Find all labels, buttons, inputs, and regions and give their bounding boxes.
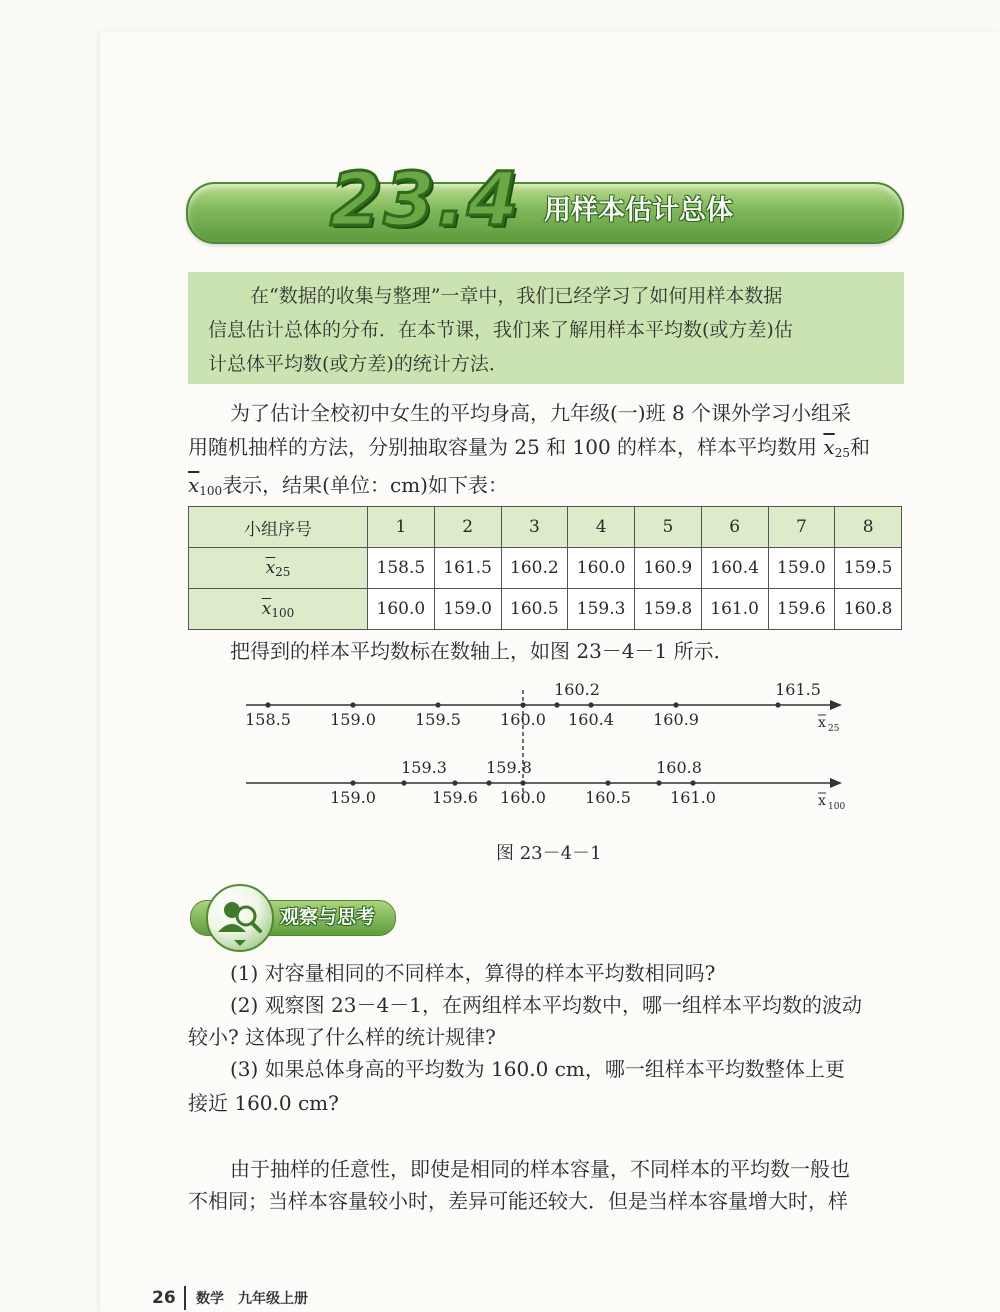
question-1: (1) 对容量相同的不同样本，算得的样本平均数相同吗? [230,961,716,985]
magnifier-icon [208,886,272,950]
table-header-cell: 1 [368,507,435,548]
line2-point [486,780,491,785]
line2-label-above: 160.8 [656,758,702,777]
xbar-25-subscript: 25 [834,446,850,460]
table-cell: 161.0 [701,589,768,630]
table-header-cell: 4 [568,507,635,548]
para1-line-3-text: 表示，结果(单位：cm)如下表： [222,473,508,497]
line1-point [775,702,780,707]
line1-label-below: 160.4 [568,710,614,729]
row-label-symbol: $\overline{x}$ [265,557,276,578]
table-header-cell: 6 [701,507,768,548]
table-cell: 159.6 [768,589,835,630]
para3-line-2: 不相同；当样本容量较小时，差异可能还较大．但是当样本容量增大时，样 [188,1189,848,1213]
line2-point [452,780,457,785]
line2-label-below: 160.0 [500,788,546,807]
page-number: 26 [152,1288,176,1308]
line1-label-below: 159.5 [415,710,461,729]
section-title: 用样本估计总体 [544,195,733,226]
line1-label-below: 160.9 [653,710,699,729]
line2-label-above: 159.8 [486,758,532,777]
table-header-cell: 3 [501,507,568,548]
line2-label-below: 160.5 [585,788,631,807]
figure-caption: 图 23－4－1 [496,843,602,864]
line1-point [435,702,440,707]
row-label-symbol: $\overline{x}$ [261,598,272,619]
table-cell: 160.5 [501,589,568,630]
line2-label-above: 159.3 [401,758,447,777]
table-cell: 160.2 [501,548,568,589]
question-2-line-2: 较小? 这体现了什么样的统计规律? [188,1025,496,1049]
question-2-line-1: (2) 观察图 23－4－1，在两组样本平均数中，哪一组样本平均数的波动 [230,993,862,1017]
para1-line-2-end: 和 [849,435,870,459]
table-cell: 160.0 [368,589,435,630]
table-cell: 159.0 [768,548,835,589]
section-number: 23.4 [330,157,521,243]
question-3-line-1: (3) 如果总体身高的平均数为 160.0 cm，哪一组样本平均数整体上更 [230,1057,845,1081]
table-cell: 160.4 [701,548,768,589]
table-header-cell: 2 [434,507,501,548]
line1-label-above: 160.2 [554,680,600,699]
table-cell: 159.8 [635,589,702,630]
line2-point [605,780,610,785]
para1-line-2-text: 用随机抽样的方法，分别抽取容量为 25 和 100 的样本，样本平均数用 [188,435,818,459]
line2-point [350,780,355,785]
line1-arrow [830,700,842,710]
table-cell: 160.9 [635,548,702,589]
line2-point [690,780,695,785]
row-label-subscript: 100 [271,605,295,620]
intro-line-2: 信息估计总体的分布．在本节课，我们来了解用样本平均数(或方差)估 [208,319,793,341]
line1-point [673,702,678,707]
table-cell: 159.5 [835,548,902,589]
line2-label-below: 159.0 [330,788,376,807]
line2-label-below: 161.0 [670,788,716,807]
line2-point [656,780,661,785]
line1-axis-name-sub: 25 [828,724,840,734]
line1-label-above: 161.5 [775,680,821,699]
footer-divider [184,1286,186,1310]
para2: 把得到的样本平均数标在数轴上，如图 23－4－1 所示． [230,639,734,663]
line2-label-below: 159.6 [432,788,478,807]
line2-axis-name-sub: 100 [828,802,846,812]
question-3-line-2: 接近 160.0 cm? [188,1091,339,1115]
row-label-subscript: 25 [275,564,291,579]
table-cell: 159.3 [568,589,635,630]
line2-arrow [830,778,842,788]
line1-label-below: 159.0 [330,710,376,729]
para1-line-1: 为了估计全校初中女生的平均身高，九年级(一)班 8 个课外学习小组采 [230,401,852,425]
line1-label-below: 158.5 [245,710,291,729]
table-cell: 160.0 [568,548,635,589]
line1-point [554,702,559,707]
table-cell: 161.5 [434,548,501,589]
intro-line-3: 计总体平均数(或方差)的统计方法． [208,353,508,375]
para3-line-1: 由于抽样的任意性，即使是相同的样本容量，不同样本的平均数一般也 [230,1157,850,1181]
line1-axis-name: x [818,715,826,731]
line1-point [588,702,593,707]
line2-axis-name: x [818,793,826,809]
table-cell: 159.0 [434,589,501,630]
line1-point [350,702,355,707]
table-cell: 160.8 [835,589,902,630]
line1-point [265,702,270,707]
table-header-cell: 7 [768,507,835,548]
observe-title: 观察与思考 [280,906,376,928]
xbar-100-subscript: 100 [199,484,223,498]
line2-point [401,780,406,785]
intro-line-1: 在“数据的收集与整理”一章中，我们已经学习了如何用样本数据 [250,285,783,307]
table-cell: 158.5 [368,548,435,589]
observe-magnifier-icon [206,884,274,952]
table-header-cell: 8 [835,507,902,548]
table-header-label: 小组序号 [189,507,368,548]
line1-label-below: 160.0 [500,710,546,729]
xbar-100-symbol: $\overline{x}$ [188,473,200,497]
table-header-cell: 5 [635,507,702,548]
xbar-25-symbol: $\overline{x}$ [823,435,835,459]
book-title: 数学 九年级上册 [196,1291,308,1307]
